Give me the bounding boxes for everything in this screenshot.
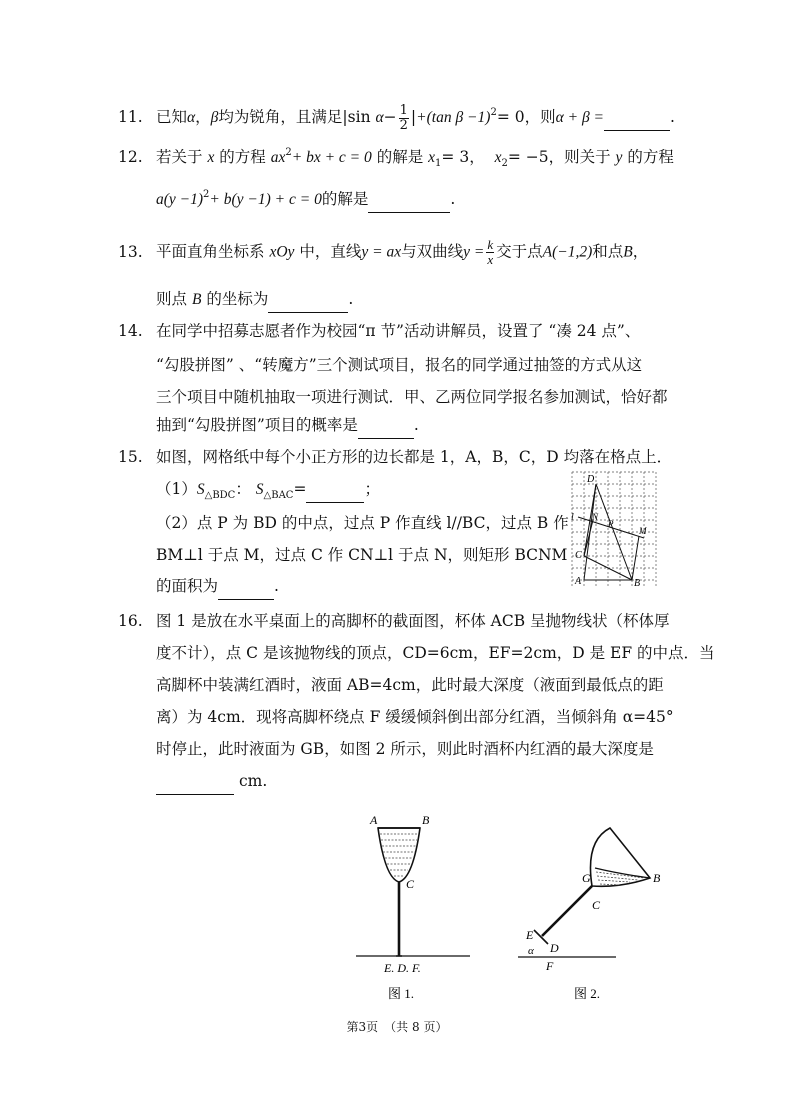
question-14: 14. 在同学中招募志愿者作为校园“π 节”活动讲解员，设置了 “凑 24 点”、 bbox=[118, 322, 641, 340]
fig2-caption: 图 2. bbox=[574, 986, 601, 1001]
question-number: 16. bbox=[118, 612, 143, 630]
question-13: 13. 平面直角坐标系 xOy 中，直线y = ax与双曲线y = $\frac{k}{x}$ 交于点A(−1,2)和点B， bbox=[118, 237, 649, 267]
label-d: D bbox=[587, 474, 595, 485]
question-15-part2-line3: 的面积为 . bbox=[156, 575, 279, 600]
fig1-label-edf: E. D. F. bbox=[384, 961, 421, 975]
question-12-line2: $a(y -1)^2+ b(y -1) + c = 0$的解是 . bbox=[156, 184, 455, 213]
fig1-label-a: A bbox=[370, 813, 378, 827]
fraction-k-over-x: $\frac{k}{x}$ bbox=[487, 237, 494, 267]
fig1-label-c: C bbox=[406, 877, 415, 891]
figure-1-goblet bbox=[352, 810, 476, 1006]
label-l: l bbox=[571, 512, 574, 523]
label-p: P bbox=[608, 519, 614, 529]
answer-blank[interactable] bbox=[358, 416, 414, 439]
label-m: M bbox=[639, 526, 647, 536]
answer-blank[interactable] bbox=[218, 577, 274, 600]
page-footer: 第3页 （共 8 页） bbox=[346, 1020, 448, 1034]
question-number: 12. bbox=[118, 148, 143, 166]
question-number: 13. bbox=[118, 242, 143, 261]
label-a: A bbox=[575, 576, 582, 587]
question-11: 11. 已知α，β均为锐角，且满足|sin α− $\frac{1}{2}$ |+(tan β −1)$^2$= 0，则α + β = . bbox=[118, 102, 675, 133]
label-c: C bbox=[575, 550, 582, 561]
segment-cn bbox=[584, 520, 593, 556]
question-16-line5: 时停止，此时液面为 GB，如图 2 所示，则此时酒杯内红酒的最大深度是 bbox=[156, 740, 654, 758]
question-number: 15. bbox=[118, 448, 143, 466]
answer-blank[interactable] bbox=[268, 290, 348, 313]
question-14-line3: 三个项目中随机抽取一项进行测试．甲、乙两位同学报名参加测试，恰好都 bbox=[156, 388, 668, 406]
question-15-part2-line1: （2）点 P 为 BD 的中点，过点 P 作直线 l//BC，过点 B 作 bbox=[156, 514, 569, 532]
fraction-half: $\frac{1}{2}$ bbox=[399, 102, 408, 133]
question-15: 15. 如图，网格纸中每个小正方形的边长都是 1，A，B，C，D 均落在格点上． bbox=[118, 448, 673, 466]
segment-bm bbox=[632, 536, 639, 580]
question-16-line3: 高脚杯中装满红酒时，液面 AB=4cm，此时最大深度（液面到最低点的距 bbox=[156, 676, 664, 694]
fig2-label-c: C bbox=[592, 898, 601, 912]
question-15-part2-line2: BM⊥l 于点 M，过点 C 作 CN⊥l 于点 N，则矩形 BCNM bbox=[156, 546, 568, 564]
label-n: N bbox=[592, 512, 599, 522]
fig1-label-b: B bbox=[422, 813, 430, 827]
question-16-line2: 度不计），点 C 是该抛物线的顶点，CD=6cm，EF=2cm，D 是 EF 的中点．当 bbox=[156, 644, 715, 662]
question-15-part1: $(1)S_{\triangle BDC}$： $S_{\triangle BAC}=$ ； bbox=[156, 480, 380, 501]
question-13-line2: 则点 B 的坐标为 . bbox=[156, 288, 353, 313]
fig2-label-e: E bbox=[526, 928, 534, 942]
answer-blank[interactable] bbox=[306, 480, 364, 503]
question-number: 11. bbox=[118, 108, 143, 126]
answer-blank[interactable] bbox=[604, 108, 670, 131]
question-16-line6: cm. bbox=[156, 770, 267, 795]
question-14-line2: “勾股拼图” 、“转魔方”三个测试项目，报名的同学通过抽签的方式从这 bbox=[156, 356, 643, 374]
question-14-line4: 抽到“勾股拼图”项目的概率是 . bbox=[156, 414, 419, 439]
answer-blank[interactable] bbox=[368, 190, 450, 213]
fig2-label-alpha: α bbox=[528, 945, 534, 957]
figure-2-tilted-goblet bbox=[512, 818, 662, 1006]
answer-blank[interactable] bbox=[156, 772, 234, 795]
fig2-label-b: B bbox=[653, 871, 661, 885]
question-16: 16. 图 1 是放在水平桌面上的高脚杯的截面图，杯体 ACB 呈抛物线状（杯体厚 bbox=[118, 612, 670, 630]
question-16-line4: 离）为 4cm．现将高脚杯绕点 F 缓缓倾斜倒出部分红酒，当倾斜角 α=45° bbox=[156, 708, 674, 726]
fig2-label-d: D bbox=[550, 941, 559, 955]
question-12: 12. 若关于 x 的方程 $ax^2+$ bx + c = 0 的解是 $x_1= 3$， $x_2= -5$，则关于 y 的方程 bbox=[118, 147, 674, 169]
grid-figure bbox=[568, 470, 666, 590]
fig2-label-g: G bbox=[582, 871, 591, 885]
question-number: 14. bbox=[118, 322, 143, 340]
fig1-caption: 图 1. bbox=[388, 986, 415, 1001]
fig2-label-f: F bbox=[546, 959, 554, 973]
label-b: B bbox=[634, 578, 641, 589]
